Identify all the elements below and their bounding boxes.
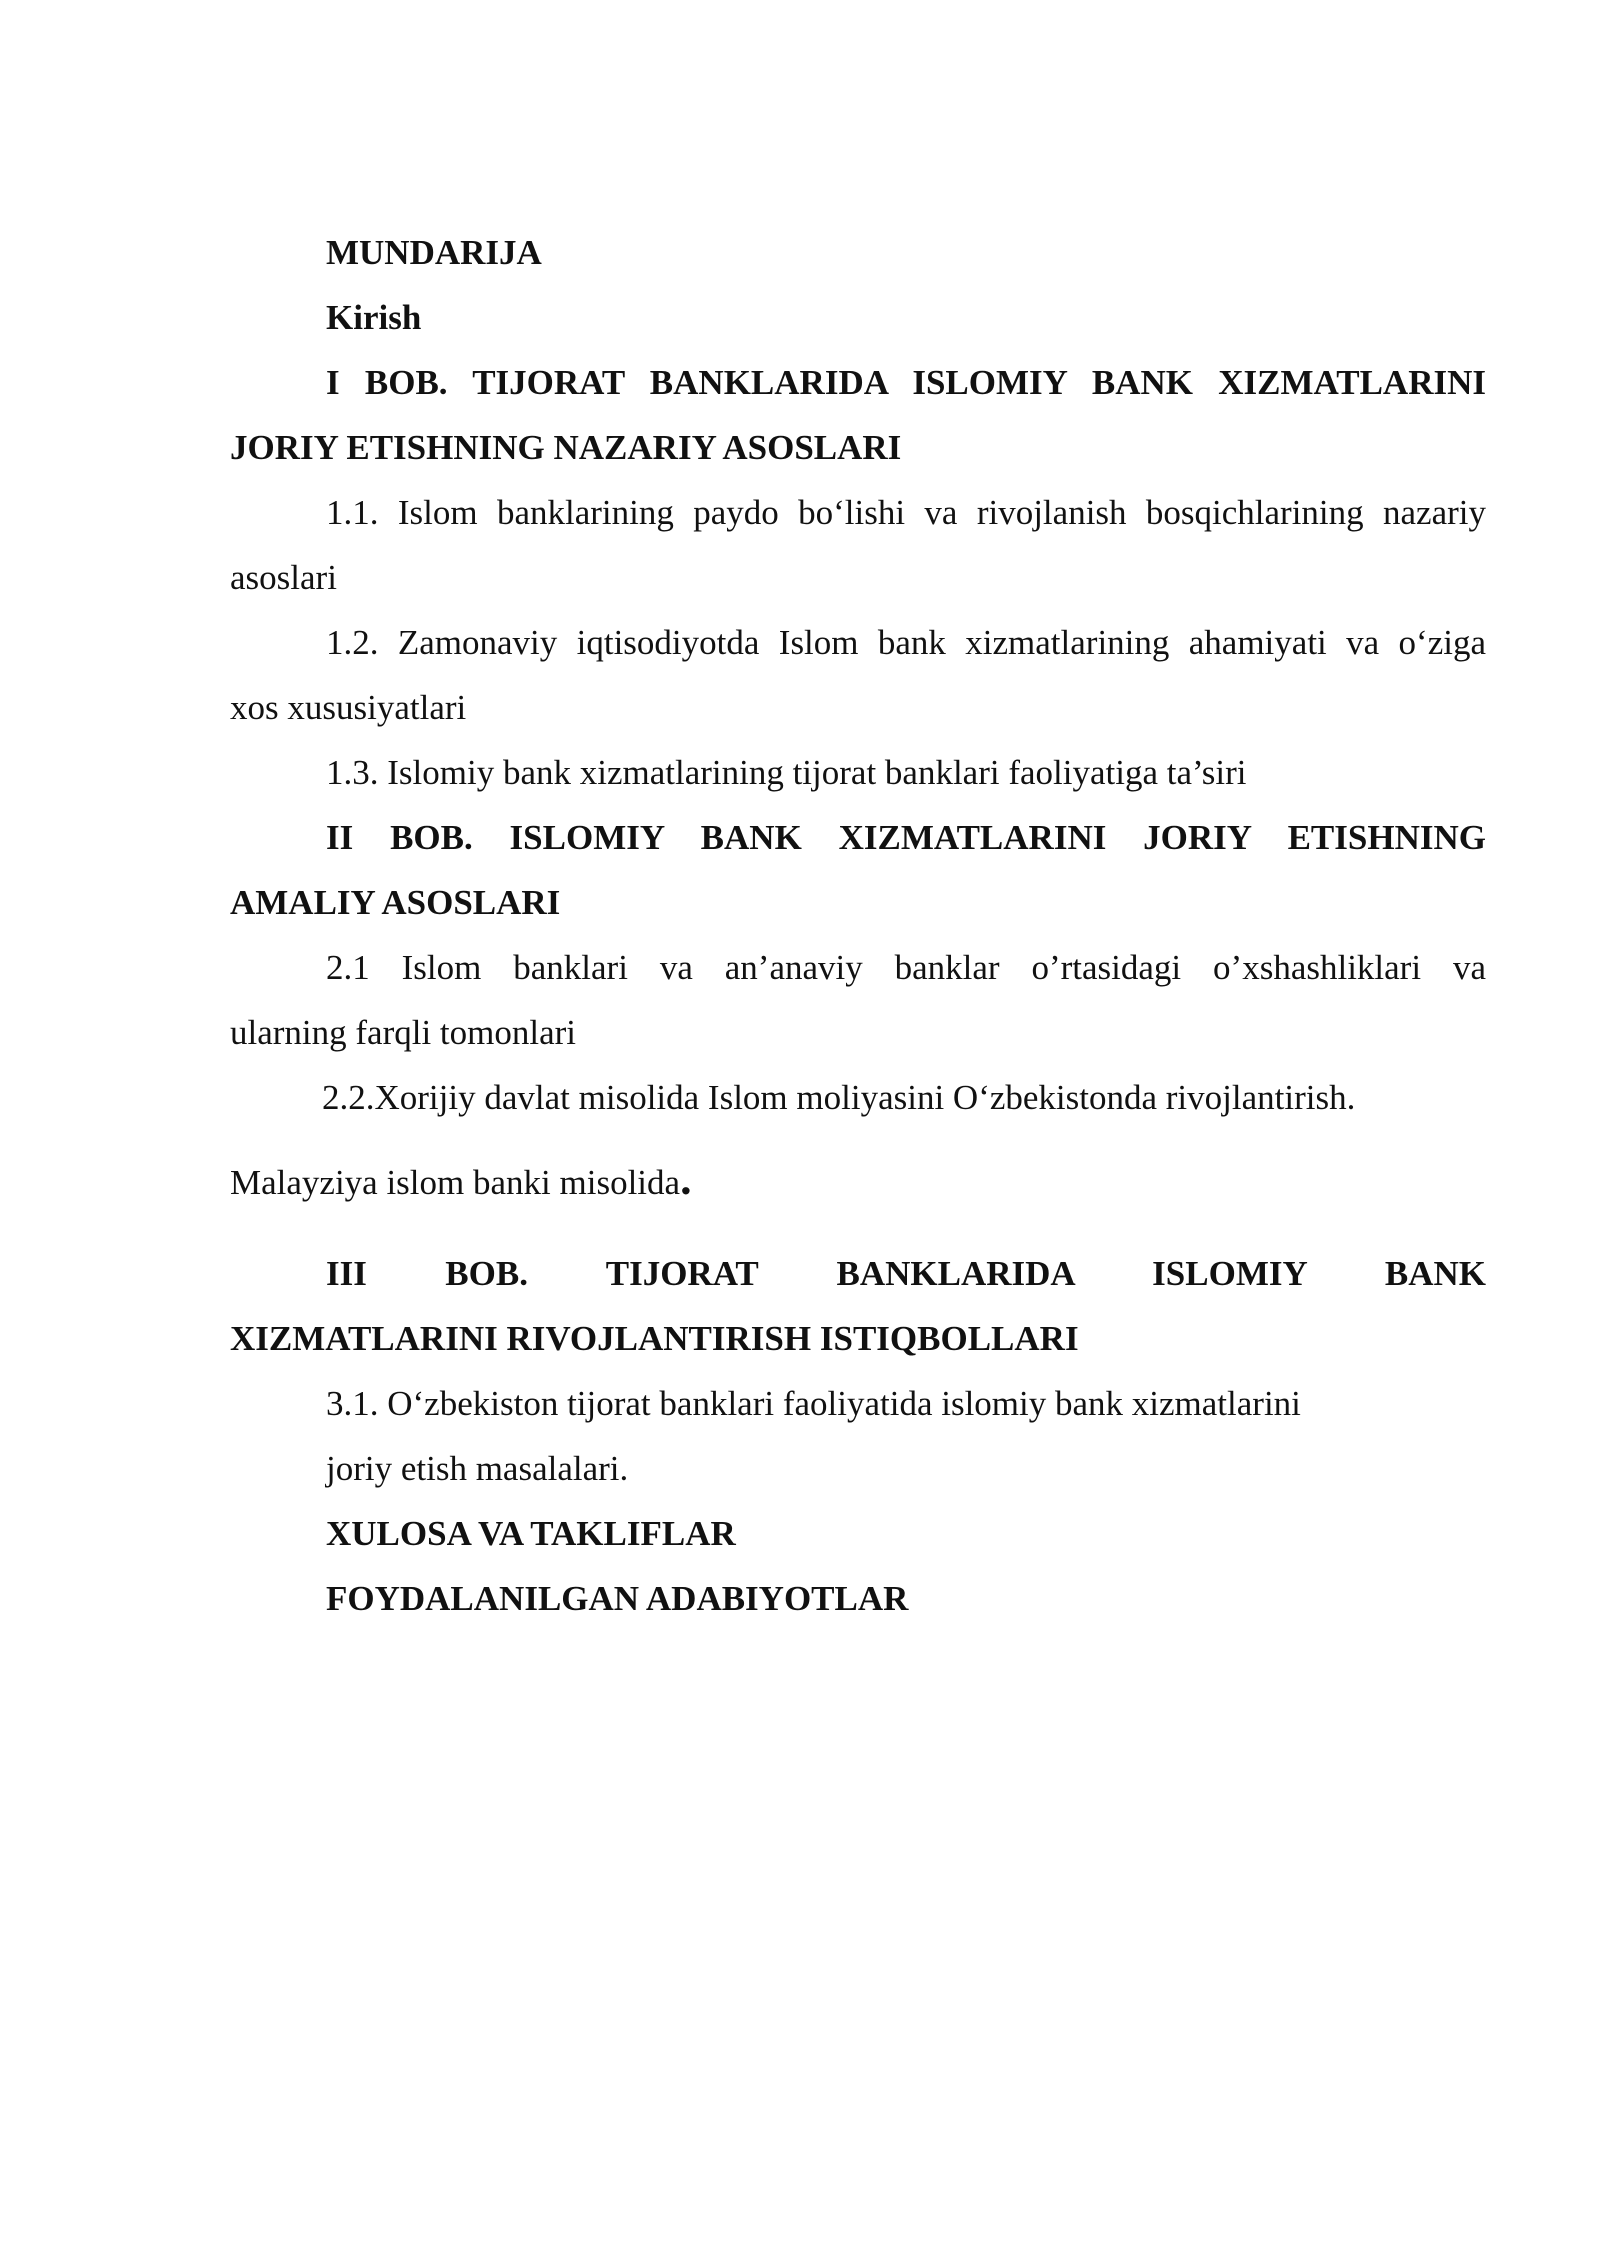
section-1-2-line2: xos xususiyatlari	[230, 688, 467, 727]
toc-heading: MUNDARIJA	[326, 233, 542, 272]
chapter3-title-line2: XIZMATLARINI RIVOJLANTIRISH ISTIQBOLLARI	[230, 1319, 1079, 1358]
section-2-2-line2-text: Malayziya islom banki misolida	[230, 1163, 681, 1202]
section-3-1-line1: 3.1. O‘zbekiston tijorat banklari faoliyatida islomiy bank xizmatlarini	[326, 1384, 1301, 1423]
chapter1-title-line1: I BOB. TIJORAT BANKLARIDA ISLOMIY BANK XIZMATLARINI	[326, 363, 1486, 402]
section-1-3: 1.3. Islomiy bank xizmatlarining tijorat banklari faoliyatiga ta’siri	[326, 753, 1247, 792]
chapter1-title-line2: JORIY ETISHNING NAZARIY ASOSLARI	[230, 428, 902, 467]
chapter2-title-line1: II BOB. ISLOMIY BANK XIZMATLARINI JORIY ETISHNING	[326, 818, 1486, 857]
toc-conclusion: XULOSA VA TAKLIFLAR	[326, 1514, 736, 1553]
section-2-1-line1: 2.1 Islom banklari va an’anaviy banklar o’rtasidagi o’xshashliklari va	[326, 948, 1486, 987]
toc-intro: Kirish	[326, 298, 422, 337]
section-2-2-line1: 2.2.Xorijiy davlat misolida Islom moliyasini O‘zbekistonda rivojlantirish.	[322, 1078, 1356, 1117]
section-2-1-line2: ularning farqli tomonlari	[230, 1013, 577, 1052]
section-1-2-line1: 1.2. Zamonaviy iqtisodiyotda Islom bank xizmatlarining ahamiyati va o‘ziga	[326, 623, 1486, 662]
chapter3-title-line1: III BOB. TIJORAT BANKLARIDA ISLOMIY BANK	[326, 1254, 1486, 1293]
section-2-2-line2	[230, 1153, 692, 1204]
chapter2-title-line2: AMALIY ASOSLARI	[230, 883, 561, 922]
section-1-1-line2: asoslari	[230, 558, 337, 597]
toc-references: FOYDALANILGAN ADABIYOTLAR	[326, 1579, 909, 1618]
section-1-1-line1: 1.1. Islom banklarining paydo bo‘lishi va rivojlanish bosqichlarining nazariy	[326, 493, 1486, 532]
section-3-1-line2: joriy etish masalalari.	[326, 1449, 629, 1488]
section-2-2-period: .	[680, 1153, 692, 1204]
